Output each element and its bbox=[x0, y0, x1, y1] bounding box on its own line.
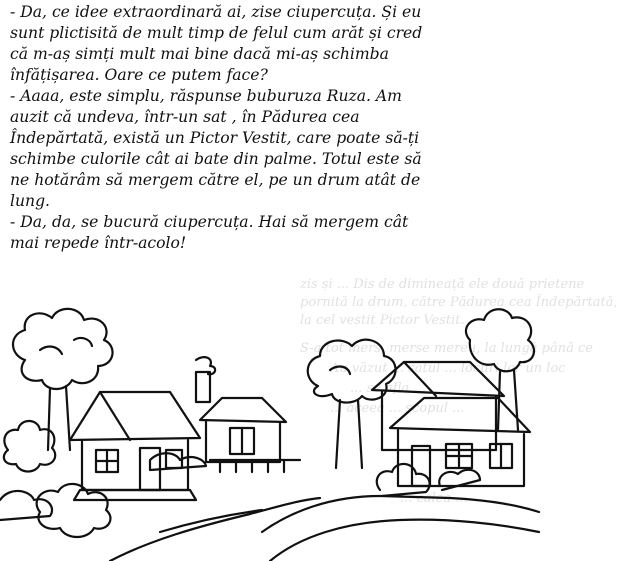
bleed-line: zis și ... Dis de dimineață ele două prietene bbox=[300, 277, 585, 292]
story-line: înfățișarea. Oare ce putem face? bbox=[10, 66, 268, 84]
story-line: schimbe culorile cât ai bate din palme. Totul este să bbox=[10, 150, 422, 168]
bleed-line: ... aceea ... scopul ... bbox=[330, 401, 465, 416]
left-bushes bbox=[0, 421, 55, 520]
village-illustration bbox=[0, 300, 539, 561]
story-line: mai repede într-acolo! bbox=[10, 234, 187, 252]
story-line: auzit că undeva, într-un sat , în Pădurea cea bbox=[10, 108, 360, 126]
story-text bbox=[10, 2, 535, 254]
bleed-line: pornită la drum, către Pădurea cea Îndepărtată, bbox=[300, 295, 618, 310]
chimney bbox=[196, 357, 215, 402]
middle-house bbox=[200, 398, 286, 462]
story-line: - Aaaa, este simplu, răspunse buburuza Ruza. Am bbox=[10, 87, 402, 105]
story-line: sunt plictisită de mult timp de felul cum arăt și cred bbox=[10, 24, 423, 42]
bleed-line: ... se afla ... bbox=[350, 381, 426, 396]
story-line: - Da, ce idee extraordinară ai, zise ciupercuța. Și eu bbox=[10, 3, 422, 21]
bleed-line: la cel vestit Pictor Vestit. bbox=[300, 313, 465, 328]
story-line: ne hotărâm să mergem către el, pe un drum atât de bbox=[10, 171, 421, 189]
left-tree bbox=[13, 309, 113, 450]
story-line: lung. bbox=[10, 192, 51, 210]
bleed-line: Au văzut ... satul ... locuri lor un loc bbox=[330, 361, 566, 376]
story-line: - Da, da, se bucură ciupercuța. Hai să mergem cât bbox=[10, 213, 409, 231]
road bbox=[110, 496, 539, 561]
story-line: Îndepărtată, există un Pictor Vestit, care poate să-ți bbox=[10, 129, 420, 147]
bleed-line: ... calea ... bbox=[400, 491, 468, 506]
bleed-line: S-a tot mers, merse mereu, la lungă până ce bbox=[300, 341, 593, 356]
story-line: că m-aș simți mult mai bine dacă mi-aș schimba bbox=[10, 45, 389, 63]
left-house bbox=[70, 392, 200, 500]
